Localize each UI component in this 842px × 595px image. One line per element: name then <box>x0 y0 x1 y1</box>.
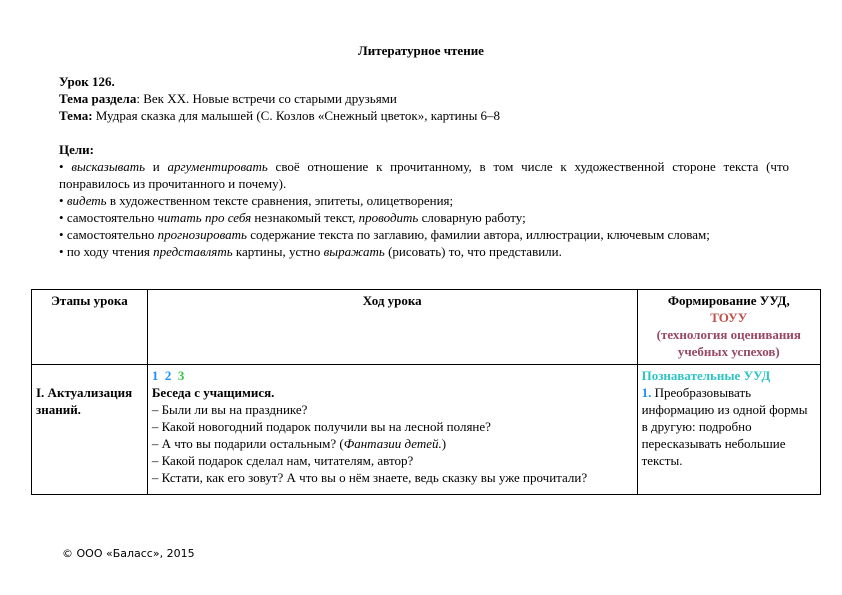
section-line: Тема раздела: Век XX. Новые встречи со старыми друзьями <box>59 91 397 106</box>
step-numbers: 1 2 3 <box>151 368 185 383</box>
document-title: Литературное чтение <box>358 43 484 58</box>
course-cell: 1 2 3 Беседа с учащимися. – Были ли вы на празднике? – Какой новогодний подарок получили вы на лесной поляне? – А что вы подарили остальным? (Фантазии детей.) – Какой подарок сделал нам, читателям, автор? – Кстати, как его зовут? А что вы о нём знаете, ведь сказку вы уже прочитали? <box>147 365 637 495</box>
topic-line: Тема: Мудрая сказка для малышей (С. Козлов «Снежный цветок», картины 6–8 <box>59 108 501 123</box>
goal-item: • видеть в художественном тексте сравнения, эпитеты, олицетворения; <box>59 193 454 208</box>
lesson-table <box>31 289 821 495</box>
table-header-row <box>32 290 821 365</box>
goal-item: • самостоятельно прогнозировать содержание текста по заглавию, фамилии автора, иллюстрации, ключевым словам; <box>59 227 710 242</box>
stage-cell: I. Актуализация знаний. <box>32 365 148 495</box>
goal-item: • самостоятельно читать про себя незнакомый текст, проводить словарную работу; <box>59 210 526 225</box>
header-uud: Формирование УУД, ТОУУ (технология оценивания учебных успехов) <box>637 290 820 365</box>
table-row <box>32 365 821 495</box>
header-stages: Этапы урока <box>32 290 148 365</box>
header-course: Ход урока <box>147 290 637 365</box>
goal-item: • по ходу чтения представлять картины, устно выражать (рисовать) то, что представили. <box>59 244 562 259</box>
lesson-header <box>59 73 789 260</box>
copyright-footer: © ООО «Баласс», 2015 <box>62 547 195 560</box>
uud-cell: Познавательные УУД 1. Преобразовывать информацию из одной формы в другую: подробно пересказывать небольшие тексты. <box>637 365 820 495</box>
lesson-number: Урок 126. <box>59 74 115 89</box>
goal-item: • высказывать и аргументировать своё отношение к прочитанному, в том числе к художественной стороне текста (что понравилось из прочитанного и почему). <box>59 159 789 191</box>
goals-title: Цели: <box>59 142 94 157</box>
